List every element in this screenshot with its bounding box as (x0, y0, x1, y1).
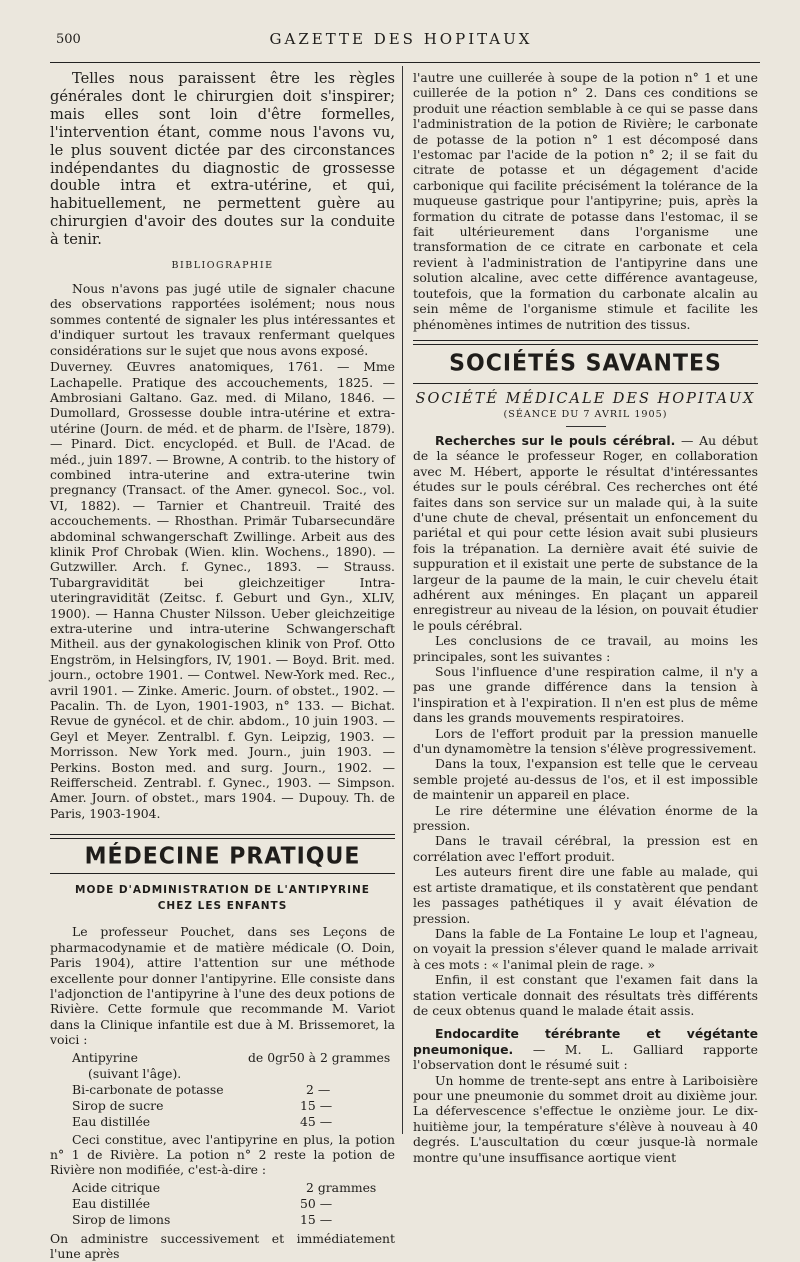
running-header (56, 30, 746, 54)
recipe-line: Eau distillée 50 — (72, 1195, 333, 1211)
seance-date: (SÉANCE DU 7 AVRIL 1905) (503, 408, 668, 420)
page-number: 500 (56, 32, 81, 47)
report-heading-pouls: Recherches sur le pouls cérébral. (435, 432, 676, 448)
short-rule (566, 426, 606, 427)
society-name: SOCIÉTÉ MÉDICALE DES HOPITAUX (415, 390, 756, 407)
article-subtitle: CHEZ LES ENFANTS (157, 900, 288, 913)
running-title: GAZETTE DES HOPITAUX (269, 30, 533, 48)
article-paragraph-3: On administre successivement et immédiatement l'une après (50, 1230, 395, 1262)
left-column (50, 70, 395, 1262)
section-title-medecine-pratique: MÉDECINE PRATIQUE (84, 843, 361, 870)
report-paragraph-1: Recherches sur le pouls cérébral. — Au début de la séance le professeur Roger, en collaboration avec M. Hébert, apporte le résultat d'intéressantes études sur le pouls cérébral. Ces recherches ont été faites dans son service sur un malade qui, à la suite d'une chute de cheval, présentait un enfoncement du pariétal et qui pour cette lésion avait subi plusieurs fois la trépanation. La dernière avait été suivie de suppuration et il existait une perte de substance de la largeur de la paume de la main, le cuir chevelu était adhérent aux méninges. En plaçant un appareil enregistreur au niveau de la lésion, on pouvait étudier le pouls cérébral. (413, 432, 758, 633)
recipe-line: Eau distillée 45 — (72, 1113, 333, 1129)
report-paragraph-12: Un homme de trente-sept ans entre à Lariboisière pour une pneumonie du sommet droit au dixième jour. La défervescence s'effectue le onzième jour. Le dix-huitième jour, la température s'élève à nouveau à 40 degrés. L'auscultation du cœur jusque-là normale montre qu'une insuffisance aortique vient (413, 1072, 758, 1165)
report-paragraph-8: Les auteurs firent dire une fable au malade, qui est artiste dramatique, et ils constatèrent que pendant les passages pathétiques il y avait élévation de pression. (413, 864, 758, 926)
recipe-line: Sirop de sucre 15 — (72, 1097, 333, 1113)
section-rule-bottom (50, 873, 395, 874)
section-rule (50, 834, 395, 839)
intro-paragraph: Telles nous paraissent être les règles générales dont le chirurgien doit s'inspirer; mais elles sont loin d'être formelles, l'intervention étant, comme nous l'avons vu, le plus souvent dictée par des circonstances indépendantes du diagnostic de grossesse double intra et extra-utérine, et qui, habituellement, ne permettent guère au chirurgien d'avoir des doutes sur la conduite à tenir. (50, 70, 395, 249)
section-rule (413, 340, 758, 345)
report-paragraph-4: Lors de l'effort produit par la pression manuelle d'un dynamomètre la tension s'élève progressivement. (413, 725, 758, 757)
right-column (413, 70, 758, 1165)
report-paragraph-10: Enfin, il est constant que l'examen fait dans la station verticale donnait des résultats très différents de ceux obtenus quand le malade était assis. (413, 972, 758, 1018)
section-heading-box (50, 839, 395, 873)
report-paragraph-3: Sous l'influence d'une respiration calme, il n'y a pas une grande différence dans la tension à l'inspiration et à l'expiration. Il n'en est plus de même dans les grands mouvements respiratoires. (413, 664, 758, 726)
report-heading-endocardite: Endocardite térébrante et végétante pneumonique. (413, 1026, 758, 1057)
report-paragraph-11: Endocardite térébrante et végétante pneumonique. — M. L. Galliard rapporte l'observation dont le résumé suit : (413, 1026, 758, 1073)
recipe-line: Acide citrique 2 grammes (72, 1179, 377, 1195)
article-title: MODE D'ADMINISTRATION DE L'ANTIPYRINE (75, 884, 370, 897)
recipe-2 (50, 1180, 395, 1228)
section-rule-bottom (413, 383, 758, 384)
report-paragraph-7: Dans le travail cérébral, la pression est en corrélation avec l'effort produit. (413, 833, 758, 864)
continuation-paragraph: l'autre une cuillerée à soupe de la potion n° 1 et une cuillerée de la potion n° 2. Dans ces conditions se produit une réaction semblable à ce qui se passe dans l'administration de la potion de Rivière; le carbonate de potasse de la potion n° 1 est décomposé dans l'estomac par l'acide de la potion n° 2; il se fait du citrate de potasse et un dégagement d'acide carbonique qui facilite précisément la tolérance de la muqueuse gastrique pour l'antipyrine; puis, après la formation du citrate de potasse dans l'estomac, il se fait ultérieurement dans l'organisme une transformation de ce citrate en carbonate et cela revient à l'administration de l'antipyrine dans une solution alcaline, avec cette différence avantageuse, toutefois, que la formation du carbonate alcalin au sein même de l'organisme stimule et facilite les phénomènes intimes de nutrition des tissus. (413, 70, 758, 332)
article-paragraph-1: Le professeur Pouchet, dans ses Leçons de pharmacodynamie et de matière médicale (O. Doin, Paris 1904), attire l'attention sur une méthode excellente pour donner l'antipyrine. Elle consiste dans l'adjonction de l'antipyrine à l'une des deux potions de Rivière. Cette formule que recommande M. Variot dans la Clinique infantile est due à M. Brissemoret, la voici : (50, 924, 395, 1048)
recipe-line: Sirop de limons 15 — (72, 1211, 333, 1227)
article-paragraph-2: Ceci constitue, avec l'antipyrine en plus, la potion n° 1 de Rivière. La potion n° 2 reste la potion de Rivière non modifiée, c'est-à-dire : (50, 1131, 395, 1178)
bibliographie-intro: Nous n'avons pas jugé utile de signaler chacune des observations rapportées isolément; nous nous sommes contenté de signaler les plus intéressantes et d'indiquer surtout les travaux renfermant quelques considérations sur le sujet que nous avons exposé. (50, 281, 395, 358)
report-paragraph-5: Dans la toux, l'expansion est telle que le cerveau semble projeté au-dessus de l'os, et il est impossible de maintenir un appareil en place. (413, 756, 758, 803)
recipe-line: Bi-carbonate de potasse 2 — (72, 1081, 331, 1097)
recipe-line: (suivant l'âge). (88, 1065, 182, 1081)
column-divider (402, 66, 403, 1134)
recipe-line: Antipyrine de 0gr50 à 2 grammes (72, 1049, 391, 1065)
recipe-1 (50, 1050, 395, 1130)
header-rule (50, 62, 760, 63)
report-paragraph-6: Le rire détermine une élévation énorme de la pression. (413, 802, 758, 834)
report-paragraph-2: Les conclusions de ce travail, au moins les principales, sont les suivantes : (413, 633, 758, 664)
bibliographie-references: Duverney. Œuvres anatomiques, 1761. — Mme Lachapelle. Pratique des accouchements, 1825. — Ambrosiani Galtano. Gaz. med. di Milano, 1846. — Dumollard, Grossesse double intra-utérine et extra-utérine (Journ. de méd. et de pharm. de l'Isère, 1879). — Pinard. Dict. encyclopéd. et Bull. de l'Acad. de méd., juin 1897. — Browne, A contrib. to the history of combined intra-uterine and extra-uterine twin pregnancy (Transact. of the Amer. gynecol. Soc., vol. VI, 1882). — Tarnier et Chantreuil. Traité des accouchements. — Rhosthan. Primär Tubarsecundäre abdominal schwangerschaft Zwillinge. Arbeit aus des klinik Prof Chrobak (Wien. klin. Wochens., 1890). — Gutzwiller. Arch. f. Gynec., 1893. — Strauss. Tubargravidität bei gleichzeitiger Intra-uteringravidität (Zeitsc. f. Geburt und Gyn., XLIV, 1900). — Hanna Chuster Nilsson. Ueber gleichzeitige extra-uterine und intra-uterine Schwangerschaft Mitheil. aus der gynakologischen klinik von Prof. Otto Engström, in Helsingfors, IV, 1901. — Boyd. Brit. med. journ., octobre 1901. — Contwel. New-York med. Rec., avril 1901. — Zinke. Americ. Journ. of obstet., 1902. — Pacalin. Th. de Lyon, 1901-1903, n° 133. — Bichat. Revue de gynécol. et de chir. abdom., 10 juin 1903. — Geyl et Meyer. Zentralbl. f. Gyn. Leipzig, 1903. — Morrisson. New York med. Journ., juin 1903. — Perkins. Boston med. and surg. Journ., 1902. — Reifferscheid. Zentrabl. f. Gynec., 1903. — Simpson. Amer. Journ. of obstet., mars 1904. — Dupouy. Th. de Paris, 1903-1904. (50, 359, 395, 821)
section-title-societes-savantes: SOCIÉTÉS SAVANTES (449, 350, 722, 378)
bibliographie-heading: BIBLIOGRAPHIE (171, 260, 274, 272)
section-heading-box (413, 345, 758, 383)
report-paragraph-9: Dans la fable de La Fontaine Le loup et l'agneau, on voyait la pression s'élever quand le malade arrivait à ces mots : « l'animal plein de rage. » (413, 925, 758, 972)
